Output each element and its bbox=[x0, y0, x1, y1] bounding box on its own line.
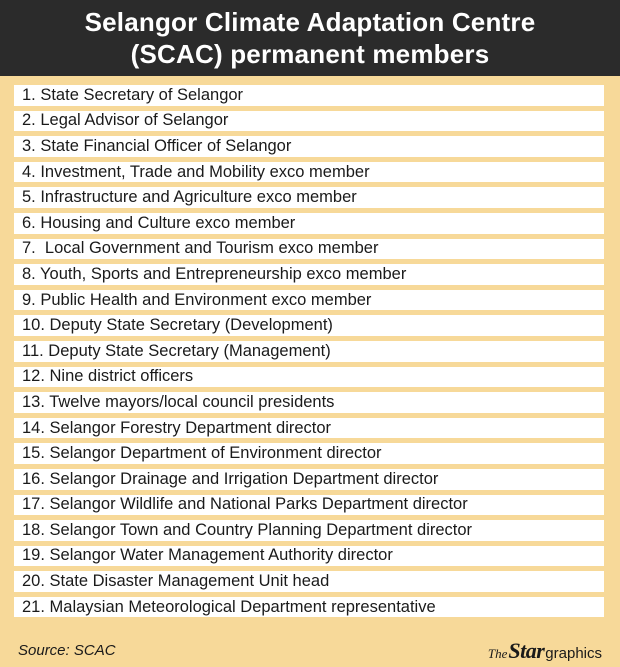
list-item: 4. Investment, Trade and Mobility exco member bbox=[14, 162, 604, 183]
members-list bbox=[14, 85, 604, 622]
list-item: 17. Selangor Wildlife and National Parks Department director bbox=[14, 495, 604, 516]
page-header bbox=[0, 0, 620, 76]
list-item: 11. Deputy State Secretary (Management) bbox=[14, 341, 604, 362]
page-title-line-1: Selangor Climate Adaptation Centre bbox=[84, 7, 536, 37]
list-item: 9. Public Health and Environment exco member bbox=[14, 290, 604, 311]
list-item: 13. Twelve mayors/local council presidents bbox=[14, 392, 604, 413]
list-item: 3. State Financial Officer of Selangor bbox=[14, 136, 604, 157]
list-item: 19. Selangor Water Management Authority director bbox=[14, 546, 604, 567]
list-item: 20. State Disaster Management Unit head bbox=[14, 571, 604, 592]
list-item: 6. Housing and Culture exco member bbox=[14, 213, 604, 234]
list-item: 16. Selangor Drainage and Irrigation Department director bbox=[14, 469, 604, 490]
list-item: 15. Selangor Department of Environment director bbox=[14, 443, 604, 464]
list-item: 7. Local Government and Tourism exco member bbox=[14, 239, 604, 260]
list-item: 8. Youth, Sports and Entrepreneurship exco member bbox=[14, 264, 604, 285]
brand-star: Star bbox=[508, 638, 545, 663]
list-item: 21. Malaysian Meteorological Department representative bbox=[14, 597, 604, 618]
page-title-line-2: (SCAC) permanent members bbox=[130, 39, 490, 69]
list-item: 12. Nine district officers bbox=[14, 367, 604, 388]
list-item: 2. Legal Advisor of Selangor bbox=[14, 111, 604, 132]
source-credit: Source: SCAC bbox=[18, 642, 116, 659]
list-item: 5. Infrastructure and Agriculture exco member bbox=[14, 187, 604, 208]
page-footer bbox=[0, 638, 620, 664]
brand-logo bbox=[488, 638, 602, 664]
brand-the: The bbox=[487, 646, 508, 661]
brand-graphics: graphics bbox=[545, 645, 602, 662]
list-item: 14. Selangor Forestry Department director bbox=[14, 418, 604, 439]
list-item: 10. Deputy State Secretary (Development) bbox=[14, 315, 604, 336]
list-item: 1. State Secretary of Selangor bbox=[14, 85, 604, 106]
list-item: 18. Selangor Town and Country Planning Department director bbox=[14, 520, 604, 541]
